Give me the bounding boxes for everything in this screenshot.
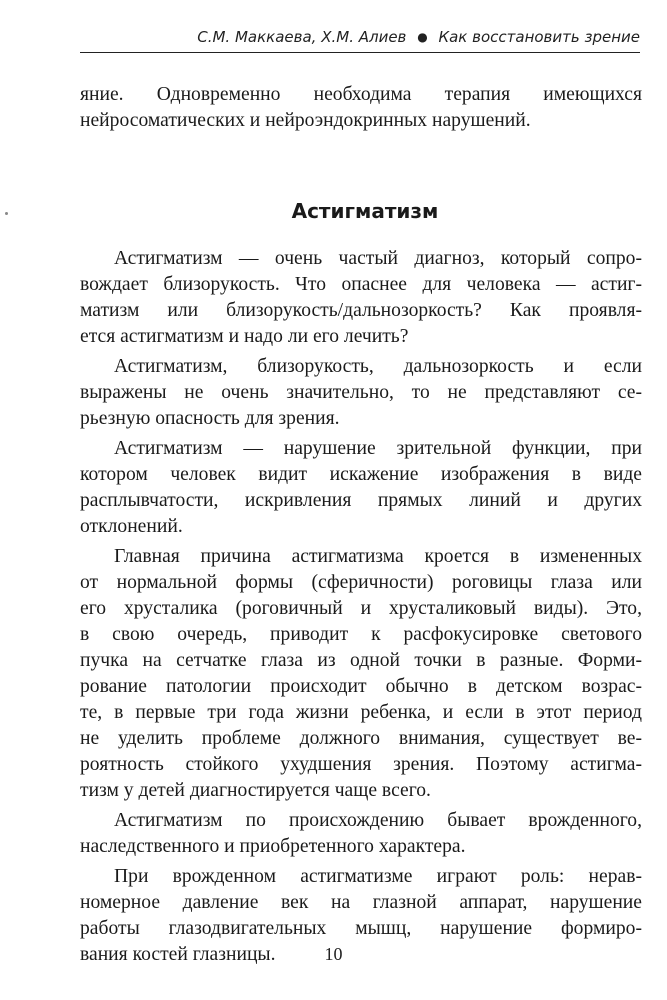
header-separator: ● (417, 30, 428, 44)
text-line: Астигматизм — нарушение зрительной функции, при (114, 438, 642, 459)
text-line: матизм или близорукость/дальнозоркость? Как проявля- (80, 300, 642, 321)
text-line: те, в первые три года жизни ребенка, и если в этот период (80, 702, 642, 723)
running-header (80, 28, 640, 53)
text-line: Астигматизм — очень частый диагноз, который сопро- (114, 248, 642, 269)
text-line: тизм у детей диагностируется чаще всего. (80, 780, 431, 801)
paragraph (80, 354, 642, 432)
page-body (80, 82, 642, 968)
text-line: роятность стойкого ухудшения зрения. Поэтому астигма- (80, 754, 642, 775)
text-line: его хрусталика (роговичный и хрусталиковый виды). Это, (80, 598, 642, 619)
paragraph (80, 544, 642, 804)
text-line: Главная причина астигматизма кроется в измененных (114, 546, 642, 567)
text-line: Астигматизм по происхождению бывает врожденного, (114, 810, 642, 831)
text-line: рьезную опасность для зрения. (80, 408, 340, 429)
section-heading: Астигматизм (291, 199, 439, 223)
section-paragraphs (80, 246, 642, 968)
text-line: нейросоматических и нейроэндокринных нарушений. (80, 110, 531, 131)
text-line: наследственного и приобретенного характера. (80, 836, 466, 857)
intro-paragraph (80, 82, 642, 134)
text-line: расплывчатости, искривления прямых линий и других (80, 490, 642, 511)
text-line: работы глазодвигательных мышц, нарушение формиро- (80, 918, 642, 939)
paragraph (80, 246, 642, 350)
text-line: вождает близорукость. Что опаснее для человека — астиг- (80, 274, 642, 295)
text-line: не уделить проблеме должного внимания, существует ве- (80, 728, 642, 749)
text-line: При врожденном астигматизме играют роль: нерав- (114, 866, 642, 887)
text-line: номерное давление век на глазной аппарат, нарушение (80, 892, 642, 913)
text-line: выражены не очень значительно, то не представляют се- (80, 382, 642, 403)
text-line: отклонений. (80, 516, 183, 537)
text-line: ется астигматизм и надо ли его лечить? (80, 326, 409, 347)
text-line: от нормальной формы (сферичности) роговицы глаза или (80, 572, 642, 593)
header-book-title: Как восстановить зрение (438, 28, 640, 46)
text-line: Астигматизм, близорукость, дальнозоркость и если (114, 356, 642, 377)
text-line: рование патологии происходит обычно в детском возрас- (80, 676, 642, 697)
text-line: в свою очередь, приводит к расфокусировке светового (80, 624, 642, 645)
paragraph (80, 808, 642, 860)
page-number: 10 (324, 944, 343, 964)
scan-speck (5, 212, 8, 215)
text-line: пучка на сетчатке глаза из одной точки в разные. Форми- (80, 650, 642, 671)
header-authors: С.М. Маккаева, Х.М. Алиев (197, 28, 407, 46)
paragraph (80, 436, 642, 540)
text-line: вания костей глазницы. (80, 944, 276, 965)
text-line: котором человек видит искажение изображения в виде (80, 464, 642, 485)
text-line: яние. Одновременно необходима терапия имеющихся (80, 84, 642, 105)
